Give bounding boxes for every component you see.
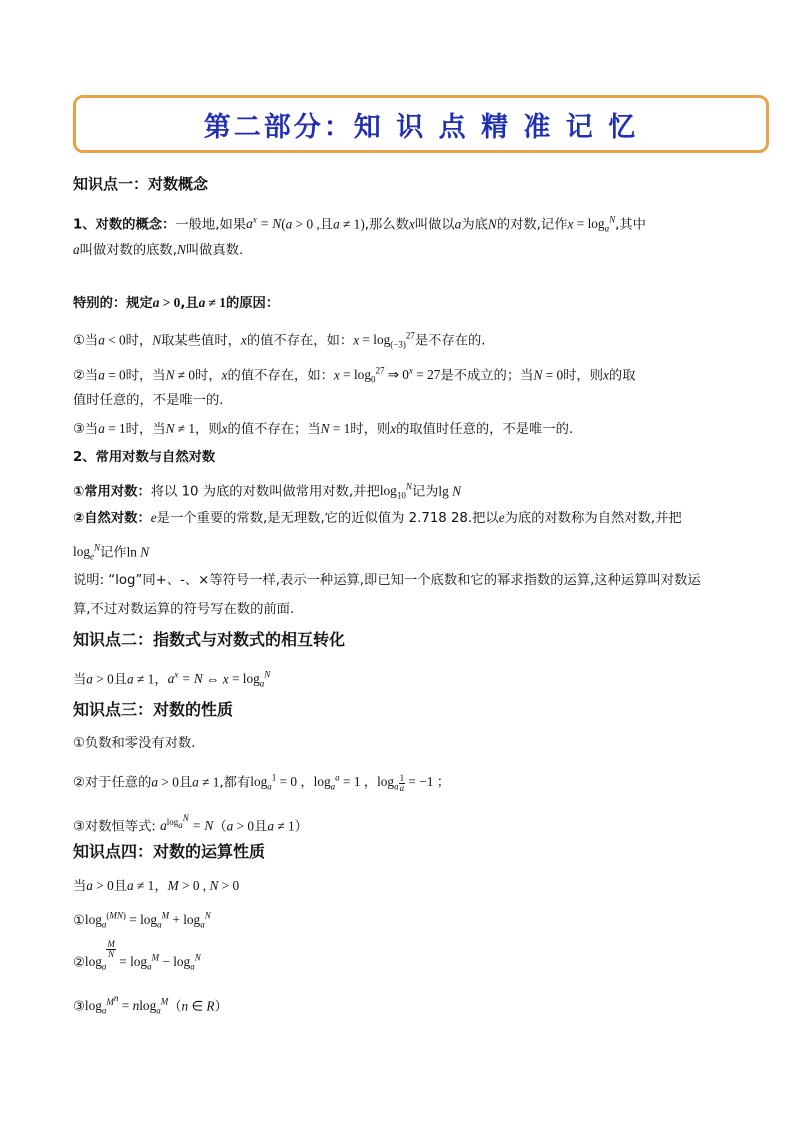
- formula: N: [533, 367, 543, 383]
- text: 是一个重要的常数,是无理数,它的近似值为 2.718 28.把以: [156, 511, 499, 526]
- formula: = 0: [104, 367, 126, 383]
- special-item-3: [73, 419, 573, 440]
- formula: $\log_{10}^N$: [379, 482, 412, 502]
- formula: e: [498, 510, 505, 525]
- definition-line-1: 1、对数的概念：一般地,如果$a^x = N(a > 0$ ,且a ≠ 1),那么数x叫做以a为底N的对数,记作$x = \log_a^N$,其中: [73, 215, 646, 235]
- formula: $\log_e^N$: [73, 543, 101, 563]
- text: ,且: [180, 296, 199, 311]
- text: 时，: [125, 333, 153, 349]
- formula: x: [221, 421, 228, 436]
- definition-label: 1、对数的概念：: [73, 217, 176, 233]
- text: 取某些值时，: [161, 333, 241, 349]
- formula: $\log_a^{(MN)} = \log_a^M + \log_a^N$: [84, 911, 211, 931]
- formula: < 0: [104, 332, 126, 348]
- text: ③对数恒等式:: [73, 819, 156, 835]
- text: 记为: [411, 484, 439, 500]
- text: 时，当: [125, 422, 166, 437]
- text: ③: [73, 999, 85, 1015]
- text: 的取值时任意的，不是唯一的.: [396, 422, 574, 437]
- formula: a: [98, 367, 105, 383]
- formula: > 0: [92, 671, 114, 687]
- formula: ≠ 1: [274, 818, 295, 834]
- formula: ≠ 1: [133, 671, 155, 687]
- formula: ≠ 1: [198, 774, 220, 790]
- formula: ≠ 1: [133, 878, 155, 893]
- formula: = $\log_0^{27}$ ⇒ $0^x = 27$: [339, 366, 441, 386]
- formula: > 0: [158, 774, 179, 790]
- formula: ≠ 1: [174, 421, 196, 436]
- formula: N: [320, 421, 330, 436]
- text: 是不存在的.: [414, 333, 486, 349]
- formula: a: [86, 878, 93, 893]
- formula: $\log_a$ $\frac{M}{N}$ = $\log_a^M - \log_a^N$: [84, 939, 201, 973]
- text: 为底: [461, 217, 488, 233]
- text: 的值不存在；当: [227, 422, 321, 437]
- natural-log-line-2: [73, 538, 149, 567]
- text: ①: [73, 913, 85, 929]
- formula: a: [98, 332, 105, 348]
- text: 为底的对数称为自然对数,并把: [504, 511, 682, 526]
- text: 的取: [608, 368, 636, 384]
- text: ,都有: [219, 775, 251, 791]
- formula: a: [226, 818, 234, 834]
- formula: $a^x = N$: [246, 215, 282, 232]
- section-title: 第二部分：知 识 点 精 准 记 忆: [203, 111, 639, 143]
- formula: N: [487, 216, 497, 232]
- formula: = 1: [329, 421, 351, 436]
- text: ①当: [73, 333, 99, 349]
- formula: M: [167, 878, 179, 893]
- text: 的值不存在，如：: [246, 333, 354, 349]
- text: 叫做以: [414, 217, 455, 233]
- formula: ln N: [126, 544, 150, 560]
- formula: ∈: [188, 998, 207, 1014]
- text: 将以 10 为底的对数叫做常用对数,并把: [150, 484, 380, 500]
- property-3: [73, 808, 308, 837]
- text: ）: [294, 819, 308, 835]
- formula: a: [333, 216, 340, 232]
- formula: $\log_a^{M^n} = nlog_a^M$: [84, 993, 169, 1017]
- heading-properties: 知识点三：对数的性质: [73, 700, 234, 719]
- text: ）: [214, 999, 228, 1015]
- operation-rule-3: [73, 988, 228, 1021]
- formula: x: [603, 367, 609, 383]
- formula: $\log_a^1 = 0$ ，$\log_a^a = 1$ ，$\log_a$ $\frac{1}{a}$ = −1 ；: [250, 772, 451, 793]
- formula: a: [198, 295, 206, 310]
- text: 当: [73, 672, 87, 688]
- text: ，则: [195, 422, 222, 437]
- text: 的对数,记作: [496, 217, 568, 233]
- formula: a: [127, 878, 134, 893]
- formula: = 1: [104, 421, 126, 436]
- text: ②: [73, 955, 85, 971]
- formula: a: [151, 774, 159, 790]
- note-line-1: 说明: “log”同+、-、×等符号一样,表示一种运算,即已知一个底数和它的幂求指数的运算,这种运算叫对数运: [73, 573, 701, 588]
- formula: = 0: [542, 367, 564, 383]
- formula: = $\log_a^N$: [228, 670, 271, 690]
- formula: x: [221, 367, 228, 383]
- text: 时，: [195, 368, 222, 384]
- formula: n: [181, 998, 189, 1014]
- text: 当: [73, 879, 87, 894]
- heading-operations: 知识点四：对数的运算性质: [73, 842, 266, 861]
- property-1: ①负数和零没有对数.: [73, 736, 196, 751]
- formula: ≠ 0: [174, 367, 196, 383]
- formula: N: [165, 367, 175, 383]
- formula: x: [390, 421, 397, 436]
- formula: = $\log_{(-3)}^{27}$: [359, 331, 415, 351]
- formula: a: [73, 242, 80, 257]
- special-item-2-cont: 值时任意的，不是唯一的.: [73, 393, 224, 408]
- formula: R: [206, 998, 215, 1014]
- formula: x: [333, 367, 340, 383]
- formula: N: [209, 878, 219, 893]
- text: 叫做真数.: [185, 243, 244, 258]
- operations-condition: [73, 876, 239, 897]
- text: 的值不存在，如：: [227, 368, 334, 384]
- heading-concept: 知识点一：对数概念: [73, 175, 209, 193]
- formula: > 0: [218, 878, 240, 893]
- formula: > 0 ,: [178, 878, 210, 893]
- formula: a: [267, 818, 275, 834]
- text: 且: [113, 879, 128, 894]
- formula: a: [86, 671, 93, 687]
- text: ②自然对数：: [73, 511, 151, 526]
- heading-common-natural: 2、常用对数与自然对数: [73, 450, 216, 465]
- formula: > 0 ,: [292, 216, 320, 232]
- formula: a: [127, 671, 134, 687]
- text: 时，则: [350, 422, 391, 437]
- text: 记作: [100, 545, 127, 561]
- conversion-line: [73, 665, 270, 694]
- text: ,其中: [615, 217, 646, 233]
- text: 时，则: [563, 368, 604, 384]
- formula: $a^{log_a^N} = N$: [160, 813, 214, 834]
- formula: ≠ 1: [205, 295, 226, 310]
- formula: N: [176, 242, 186, 257]
- formula: e: [150, 510, 157, 525]
- formula: x: [567, 216, 574, 232]
- note-line-2: 算,不过对数运算的符号写在数的前面.: [73, 602, 295, 617]
- text: 的原因：: [225, 296, 280, 311]
- formula: lg N: [438, 483, 461, 499]
- text: （: [168, 999, 182, 1015]
- text: 叫做对数的底数,: [79, 243, 177, 258]
- formula: a: [454, 216, 462, 232]
- text: 且: [254, 819, 268, 835]
- formula: ⇔: [202, 671, 223, 687]
- section-title-box: [73, 95, 769, 153]
- definition-line-2: [73, 240, 243, 261]
- text: 且: [178, 775, 193, 791]
- operation-rule-2: [73, 939, 201, 977]
- text: 特别的：规定: [73, 296, 153, 311]
- special-item-2: [73, 361, 636, 390]
- property-2: [73, 768, 450, 797]
- formula: $a^x = N$: [167, 670, 203, 687]
- formula: x: [240, 332, 247, 348]
- text: 是不成立的；当: [440, 368, 534, 384]
- text: ②对于任意的: [73, 775, 152, 791]
- formula: a: [285, 216, 293, 232]
- text: 且: [113, 672, 128, 688]
- formula: a: [152, 295, 160, 310]
- text: ,那么数: [364, 217, 409, 233]
- text: （: [213, 819, 227, 835]
- formula: > 0: [159, 295, 181, 310]
- formula: x: [408, 216, 415, 232]
- formula: N: [152, 332, 162, 348]
- formula: x: [222, 671, 229, 687]
- text: ②当: [73, 368, 99, 384]
- text: 时，当: [125, 368, 166, 384]
- text: ①常用对数：: [73, 484, 151, 500]
- formula: a: [192, 774, 199, 790]
- formula: N: [165, 421, 175, 436]
- text: 一般地,如果: [175, 217, 247, 233]
- special-heading: [73, 293, 279, 314]
- formula: x: [353, 332, 360, 348]
- formula: = $\log_a^N$: [573, 215, 616, 235]
- special-item-1: [73, 326, 486, 355]
- formula: ≠ 1): [339, 216, 365, 232]
- formula: > 0: [233, 818, 255, 834]
- common-log-line: [73, 477, 461, 506]
- formula: (: [281, 216, 286, 232]
- formula: > 0: [92, 878, 114, 893]
- text: ，: [154, 672, 168, 688]
- operation-rule-1: [73, 906, 211, 935]
- heading-conversion: 知识点二：指数式与对数式的相互转化: [73, 630, 346, 649]
- natural-log-line: [73, 508, 682, 529]
- text: ③当: [73, 422, 99, 437]
- formula: a: [98, 421, 105, 436]
- text: ，: [154, 879, 168, 894]
